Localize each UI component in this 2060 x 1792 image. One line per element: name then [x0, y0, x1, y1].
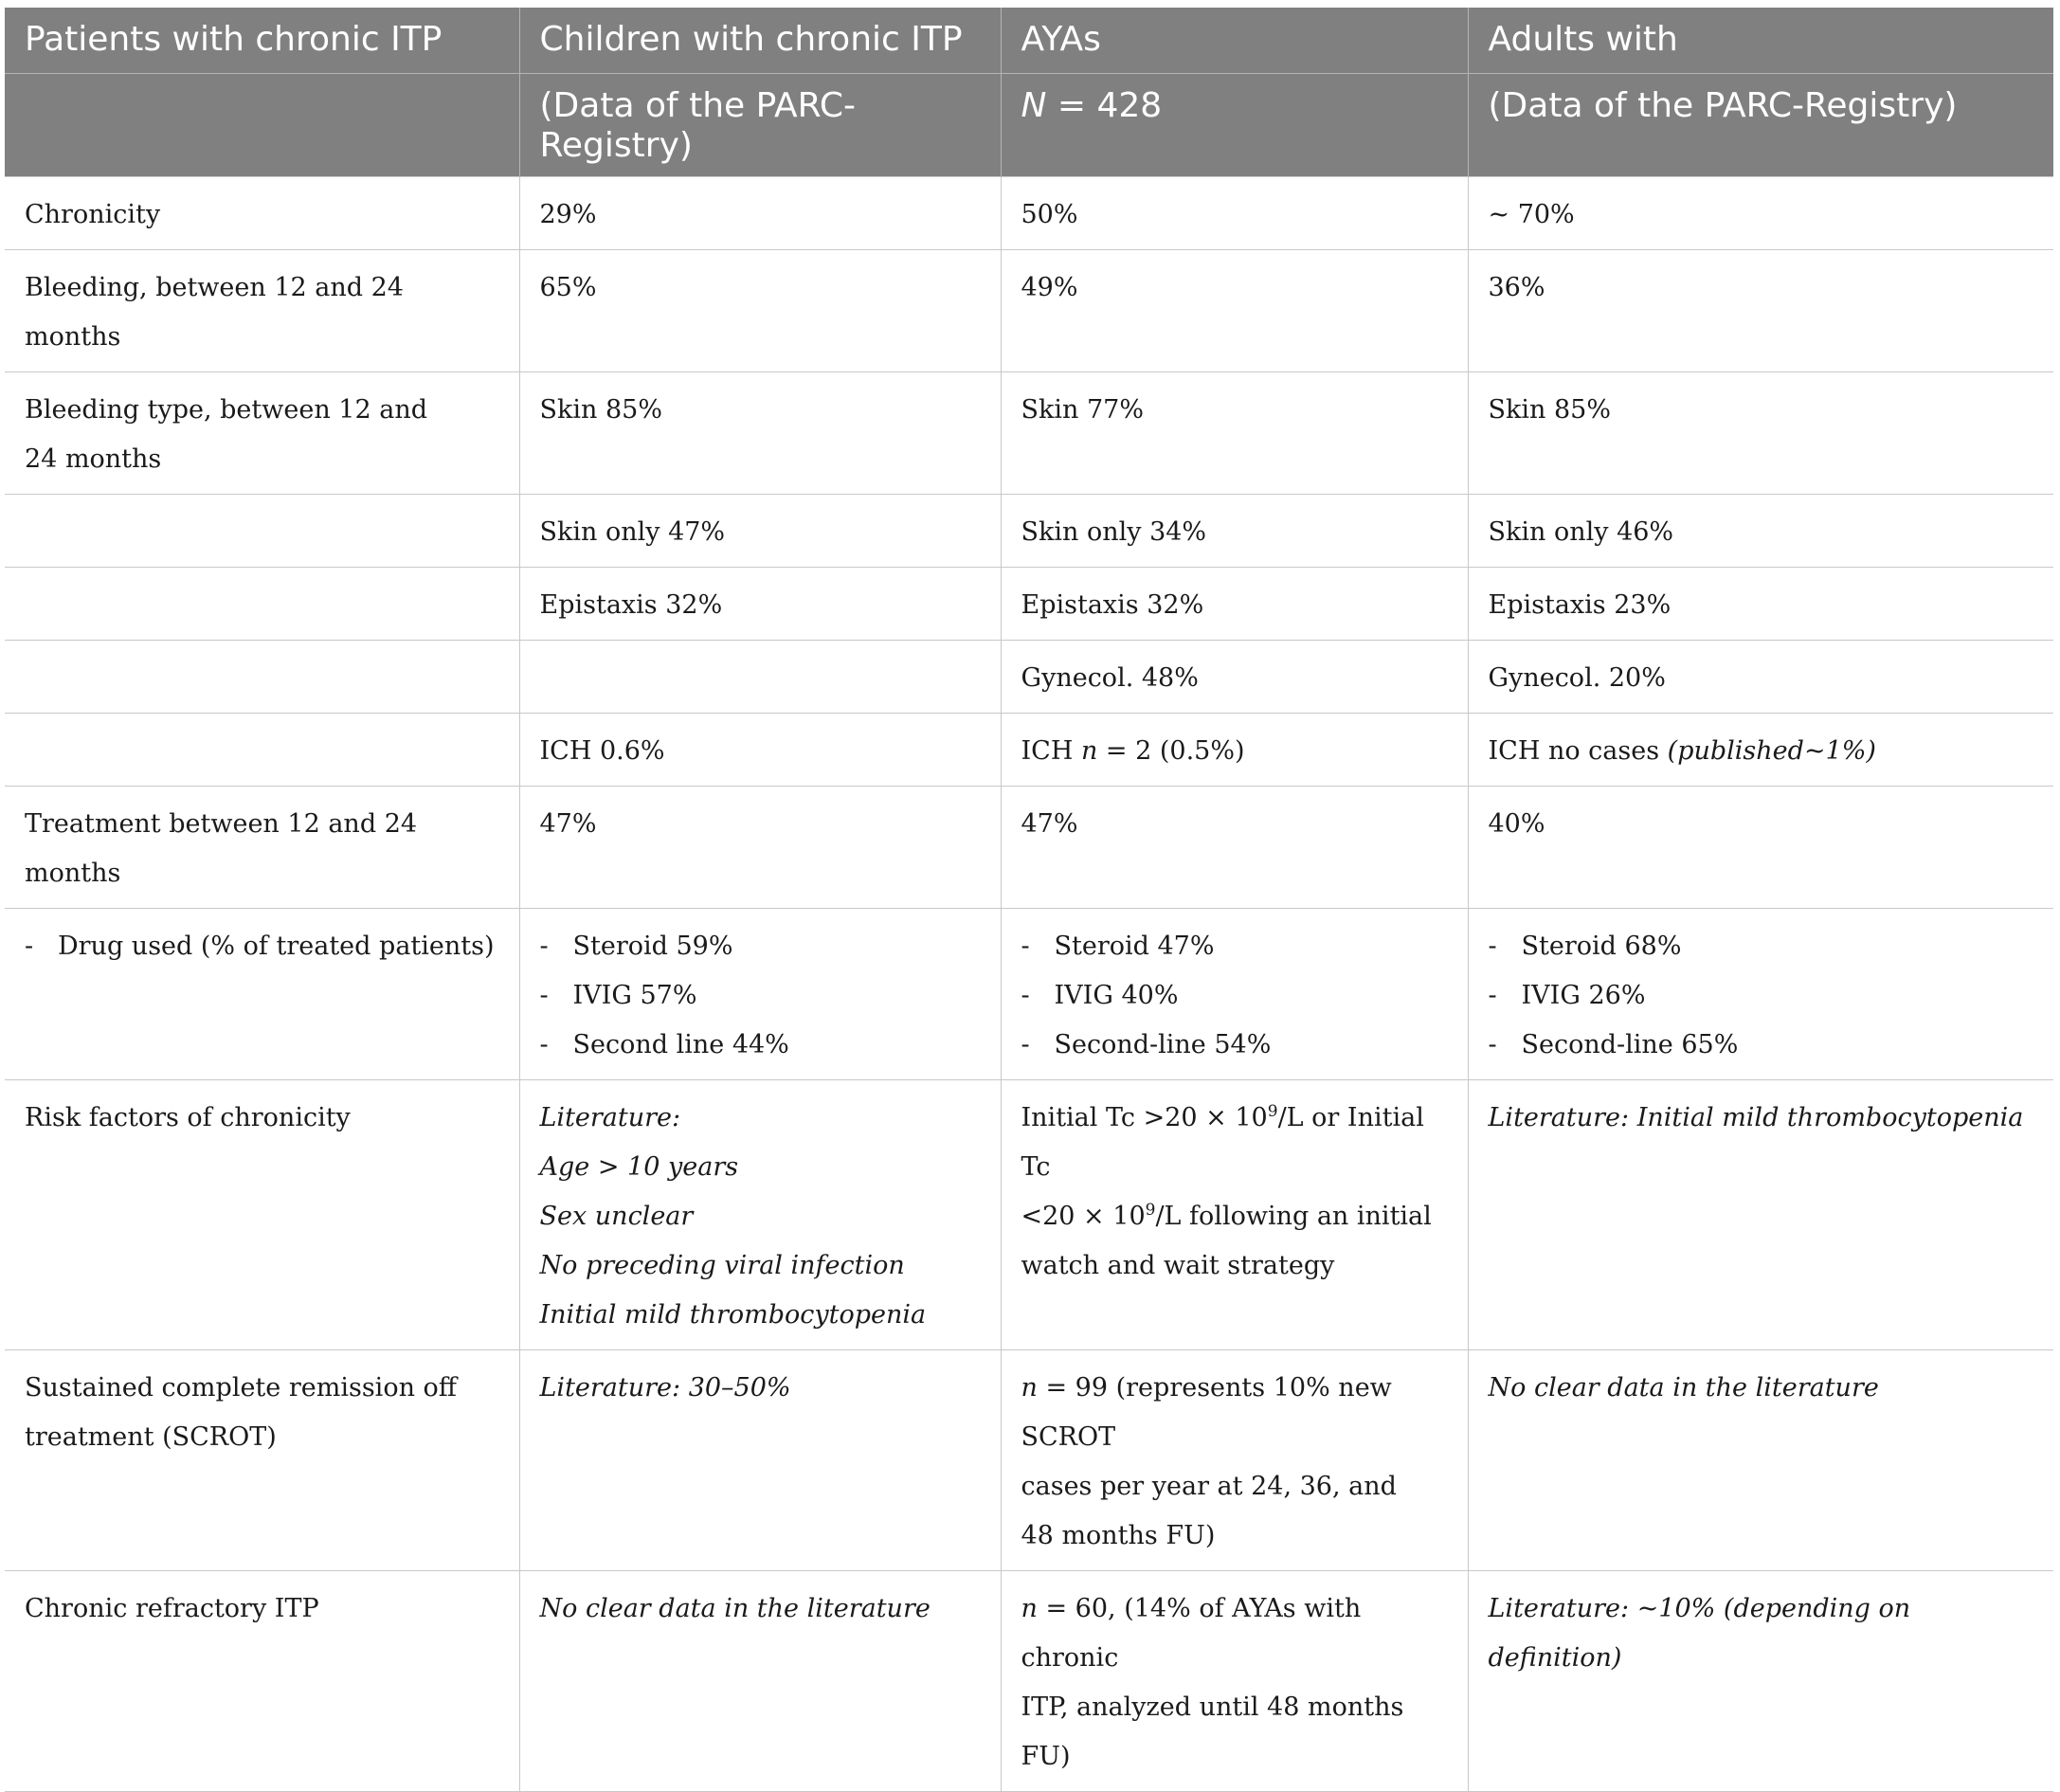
dash-bullet: -	[1488, 932, 1497, 961]
row-label	[5, 909, 519, 1080]
cell-adults: Literature: Initial mild thrombocytopenia	[1468, 1080, 2053, 1350]
cell-adults: Epistaxis 23%	[1468, 568, 2053, 641]
list-item-text: Steroid 68%	[1521, 932, 1682, 961]
cell-ayas: 49%	[1001, 250, 1468, 372]
cell-ayas	[1001, 909, 1468, 1080]
header-row	[5, 74, 2053, 177]
dash-bullet: -	[539, 981, 549, 1010]
list-item	[1489, 922, 2034, 971]
cell-adults	[1468, 714, 2053, 787]
table-row	[5, 177, 2053, 250]
table-body	[5, 177, 2053, 1792]
list-item-text: Second line 44%	[572, 1030, 789, 1059]
cell-children: Skin only 47%	[519, 495, 1001, 568]
dash-bullet: -	[1021, 932, 1030, 961]
row-label-line: Bleeding type, between 12 and	[25, 395, 427, 425]
risk-line: Literature:	[539, 1103, 681, 1132]
risk-line: watch and wait strategy	[1021, 1251, 1335, 1280]
table-row	[5, 909, 2053, 1080]
list-item	[1021, 1021, 1448, 1070]
table-row	[5, 372, 2053, 495]
cell-children: Skin 85%	[519, 372, 1001, 495]
row-label: Chronicity	[5, 177, 519, 250]
risk-line: Age > 10 years	[539, 1152, 739, 1182]
cell-adults: Gynecol. 20%	[1468, 641, 2053, 714]
list-item	[1489, 1021, 2034, 1070]
table-header	[5, 8, 2053, 177]
n-symbol: n	[1021, 1594, 1038, 1623]
table-row	[5, 641, 2053, 714]
row-label-empty	[5, 641, 519, 714]
table-row	[5, 1350, 2053, 1571]
header-cell-ayas: AYAs	[1001, 8, 1468, 74]
row-label: Treatment between 12 and 24 months	[5, 787, 519, 909]
header-cell-children-source: (Data of the PARC-Registry)	[519, 74, 1001, 177]
row-label-line: Sustained complete remission off	[25, 1373, 457, 1403]
text-part: = 60, (14% of AYAs with chronic	[1021, 1594, 1362, 1673]
cell-children: 29%	[519, 177, 1001, 250]
cell-children: ICH 0.6%	[519, 714, 1001, 787]
row-label-empty	[5, 568, 519, 641]
ich-prefix: ICH no cases	[1488, 736, 1668, 766]
text-part: = 99 (represents 10% new SCROT	[1021, 1373, 1392, 1452]
superscript: 9	[1267, 1102, 1278, 1121]
table-row	[5, 495, 2053, 568]
cell-children: Literature: 30–50%	[519, 1350, 1001, 1571]
cell-ayas: Skin only 34%	[1001, 495, 1468, 568]
cell-adults: 40%	[1468, 787, 2053, 909]
cell-ayas: 47%	[1001, 787, 1468, 909]
list-item-text: IVIG 40%	[1054, 981, 1179, 1010]
dash-bullet: -	[1488, 1030, 1497, 1059]
cell-children: No clear data in the literature	[519, 1571, 1001, 1792]
row-label: Risk factors of chronicity	[5, 1080, 519, 1350]
table-row	[5, 568, 2053, 641]
superscript: 9	[1145, 1201, 1156, 1220]
list-item-text: IVIG 26%	[1521, 981, 1646, 1010]
list-item-text: Steroid 59%	[572, 932, 733, 961]
list-item-text: Second-line 65%	[1521, 1030, 1739, 1059]
cell-ayas: 50%	[1001, 177, 1468, 250]
table-row	[5, 1080, 2053, 1350]
dash-bullet: -	[539, 1030, 549, 1059]
risk-line: Sex unclear	[539, 1202, 694, 1231]
text-part: Initial Tc >20 × 10	[1021, 1103, 1268, 1132]
cell-adults	[1468, 909, 2053, 1080]
dash-bullet: -	[1021, 1030, 1030, 1059]
header-cell-patients: Patients with chronic ITP	[5, 8, 519, 74]
header-cell-children: Children with chronic ITP	[519, 8, 1001, 74]
text-part: /L or Initial Tc	[1021, 1103, 1424, 1182]
text-line: ITP, analyzed until 48 months FU)	[1021, 1692, 1404, 1771]
cell-ayas	[1001, 714, 1468, 787]
table-row	[5, 714, 2053, 787]
text-part: /L following an initial	[1155, 1202, 1432, 1231]
row-label	[5, 372, 519, 495]
table-row	[5, 787, 2053, 909]
cell-children: Epistaxis 32%	[519, 568, 1001, 641]
cell-ayas	[1001, 1350, 1468, 1571]
ich-prefix: ICH	[1021, 736, 1081, 766]
row-label-line: 24 months	[25, 444, 162, 474]
risk-line: Initial mild thrombocytopenia	[539, 1300, 927, 1330]
list-item	[1489, 971, 2034, 1021]
list-item-text: Second-line 54%	[1054, 1030, 1272, 1059]
row-label-empty	[5, 714, 519, 787]
cell-ayas: Gynecol. 48%	[1001, 641, 1468, 714]
cell-ayas	[1001, 1080, 1468, 1350]
row-label	[5, 1350, 519, 1571]
header-n-symbol: N	[1021, 86, 1047, 125]
list-item-text: Steroid 47%	[1054, 932, 1215, 961]
cell-children	[519, 1080, 1001, 1350]
dash-bullet: -	[25, 932, 34, 961]
header-row	[5, 8, 2053, 74]
cell-adults: 36%	[1468, 250, 2053, 372]
cell-ayas: Skin 77%	[1001, 372, 1468, 495]
cell-adults: Literature: ~10% (depending on definition)	[1468, 1571, 2053, 1792]
dash-bullet: -	[539, 932, 549, 961]
cell-children: 47%	[519, 787, 1001, 909]
ich-count: = 2 (0.5%)	[1097, 736, 1245, 766]
text-line: cases per year at 24, 36, and	[1021, 1472, 1397, 1501]
cell-adults: No clear data in the literature	[1468, 1350, 2053, 1571]
list-item-text: IVIG 57%	[572, 981, 697, 1010]
header-cell-ayas-count	[1001, 74, 1468, 177]
text-line: 48 months FU)	[1021, 1521, 1216, 1550]
row-label: Bleeding, between 12 and 24 months	[5, 250, 519, 372]
n-symbol: n	[1080, 736, 1098, 766]
row-label-line: treatment (SCROT)	[25, 1422, 277, 1452]
cell-adults: Skin 85%	[1468, 372, 2053, 495]
table-row	[5, 1571, 2053, 1792]
cell-children	[519, 909, 1001, 1080]
header-n-value: = 428	[1046, 86, 1163, 125]
risk-line: No preceding viral infection	[539, 1251, 905, 1280]
cell-children	[519, 641, 1001, 714]
header-cell-adults-source: (Data of the PARC-Registry)	[1468, 74, 2053, 177]
cell-ayas	[1001, 1571, 1468, 1792]
row-label-text: Drug used (% of treated patients)	[58, 932, 495, 961]
table-row	[5, 250, 2053, 372]
cell-children: 65%	[519, 250, 1001, 372]
itp-comparison-table	[5, 8, 2053, 1792]
row-label: Chronic refractory ITP	[5, 1571, 519, 1792]
cell-adults: ~ 70%	[1468, 177, 2053, 250]
header-cell-adults: Adults with	[1468, 8, 2053, 74]
row-label-empty	[5, 495, 519, 568]
header-cell-empty	[5, 74, 519, 177]
list-item	[1021, 971, 1448, 1021]
cell-ayas: Epistaxis 32%	[1001, 568, 1468, 641]
ich-published: (published~1%)	[1667, 736, 1876, 766]
dash-bullet: -	[1021, 981, 1030, 1010]
text-part: <20 × 10	[1021, 1202, 1146, 1231]
cell-adults: Skin only 46%	[1468, 495, 2053, 568]
list-item	[540, 1021, 981, 1070]
list-item	[1021, 922, 1448, 971]
risk-line	[1021, 1192, 1448, 1241]
list-item	[540, 971, 981, 1021]
list-item	[540, 922, 981, 971]
dash-bullet: -	[1488, 981, 1497, 1010]
text-line	[1021, 1364, 1448, 1462]
text-line	[1021, 1584, 1448, 1683]
n-symbol: n	[1021, 1373, 1038, 1403]
risk-line	[1021, 1094, 1448, 1192]
